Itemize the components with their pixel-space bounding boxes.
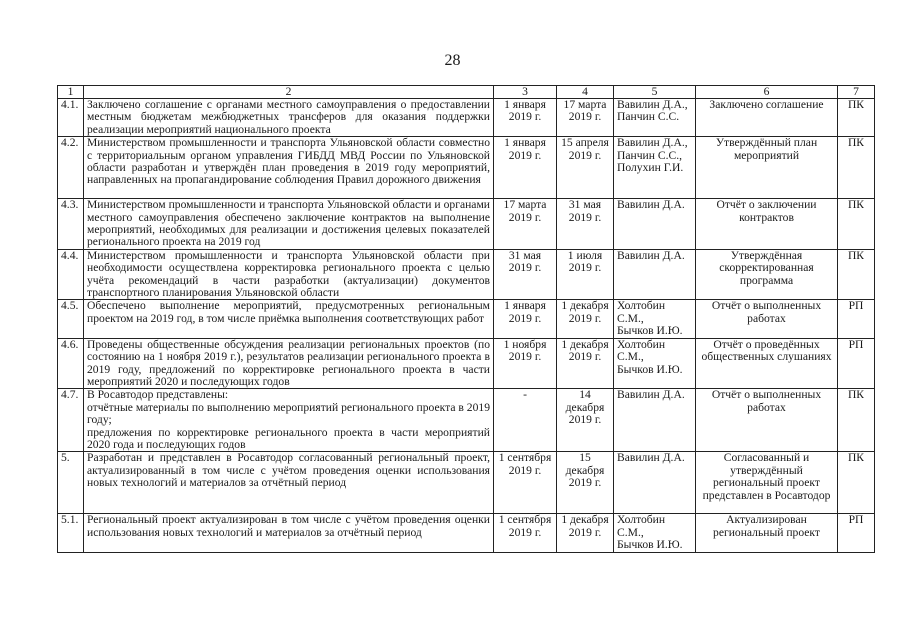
table-row: [58, 389, 875, 452]
row-number: 4.7.: [58, 389, 84, 452]
responsible-person: Бычков И.Ю.: [617, 538, 683, 552]
row-number: 4.1.: [58, 99, 84, 137]
row-description: [84, 514, 494, 552]
row-description: [84, 338, 494, 389]
result: Отчёт о выполненных работах: [696, 389, 838, 452]
responsible: [614, 452, 696, 514]
result: Отчёт о выполненных работах: [696, 300, 838, 338]
end-date: 1 июля 2019 г.: [557, 249, 614, 300]
start-date: 31 мая 2019 г.: [494, 249, 557, 300]
result: Утверждённый план мероприятий: [696, 137, 838, 199]
control-level: РП: [838, 300, 875, 338]
end-date: 1 декабря 2019 г.: [557, 300, 614, 338]
row-number: 4.4.: [58, 249, 84, 300]
end-date: 14 декабря 2019 г.: [557, 389, 614, 452]
responsible-person: Вавилин Д.А.,: [617, 136, 688, 150]
responsible-person: Холтобин С.М.,: [617, 299, 666, 325]
responsible-person: Вавилин Д.А.: [617, 451, 685, 465]
responsible-person: Панчин С.С.: [617, 110, 680, 124]
col-header-5: 5: [614, 86, 696, 99]
row-description: [84, 99, 494, 137]
result: Отчёт о заключении контрактов: [696, 199, 838, 250]
responsible: [614, 137, 696, 199]
control-level: ПК: [838, 452, 875, 514]
responsible-person: Холтобин С.М.,: [617, 513, 666, 539]
end-date: 1 декабря 2019 г.: [557, 514, 614, 552]
description-line: Министерством промышленности и транспорта Ульяновской области при необходимости осуществлена корректировка регионального проекта с целью учёта рекомендаций в части разработки (актуализации) документов транспортного планирования Ульяновской области: [87, 249, 490, 300]
table-row: [58, 249, 875, 300]
responsible-person: Бычков И.Ю.: [617, 324, 683, 338]
row-description: [84, 389, 494, 452]
col-header-2: 2: [84, 86, 494, 99]
control-level: ПК: [838, 249, 875, 300]
row-number: 4.5.: [58, 300, 84, 338]
start-date: 1 января 2019 г.: [494, 99, 557, 137]
row-description: [84, 249, 494, 300]
page-number: 28: [444, 52, 461, 69]
responsible-person: Полухин Г.И.: [617, 161, 684, 175]
table-row: [58, 338, 875, 389]
description-line: В Росавтодор представлены:: [87, 388, 229, 402]
end-date: 1 декабря 2019 г.: [557, 338, 614, 389]
start-date: 1 сентября 2019 г.: [494, 514, 557, 552]
row-number: 4.6.: [58, 338, 84, 389]
start-date: 1 января 2019 г.: [494, 137, 557, 199]
col-header-6: 6: [696, 86, 838, 99]
responsible: [614, 199, 696, 250]
table-row: [58, 514, 875, 552]
header-row: [58, 86, 875, 99]
col-header-4: 4: [557, 86, 614, 99]
start-date: 1 января 2019 г.: [494, 300, 557, 338]
description-line: Министерством промышленности и транспорта Ульяновской области совместно с территориальным органом управления ГИБДД МВД России по Ульяновской области разработан и утверждён план проведения в 2019 году мероприятий, направленных на пропагандирование соблюдения Правил дорожного движения: [87, 136, 490, 187]
control-level: РП: [838, 338, 875, 389]
responsible: [614, 99, 696, 137]
start-date: -: [494, 389, 557, 452]
row-number: 5.: [58, 452, 84, 514]
responsible-person: Вавилин Д.А.: [617, 388, 685, 402]
table-row: [58, 137, 875, 199]
description-line: Заключено соглашение с органами местного самоуправления о предоставлении местным бюджетам межбюджетных трансферов для оказания поддержки реализации мероприятий национального проекта: [87, 98, 490, 136]
responsible: [614, 389, 696, 452]
result: Заключено соглашение: [696, 99, 838, 137]
description-line: Разработан и представлен в Росавтодор согласованный региональный проект, актуализированный в том числе с учётом проведения оценки использования новых технологий и материалов за отчётный период: [87, 451, 490, 490]
description-line: Министерством промышленности и транспорта Ульяновской области и органами местного самоуправления обеспечено заключение контрактов на выполнение мероприятий, необходимых для реализации и достижения целевых показателей регионального проекта на 2019 год: [87, 198, 490, 249]
row-description: [84, 300, 494, 338]
control-level: ПК: [838, 199, 875, 250]
control-level: ПК: [838, 389, 875, 452]
table-row: [58, 199, 875, 250]
responsible-person: Панчин С.С.,: [617, 148, 683, 162]
result: Согласованный и утверждённый региональный проект представлен в Росавтодор: [696, 452, 838, 514]
row-description: [84, 199, 494, 250]
responsible-person: Вавилин Д.А.: [617, 198, 685, 212]
responsible-person: Холтобин С.М.,: [617, 338, 666, 364]
end-date: 15 апреля 2019 г.: [557, 137, 614, 199]
col-header-3: 3: [494, 86, 557, 99]
description-line: отчётные материалы по выполнению мероприятий регионального проекта в 2019 году;: [87, 400, 490, 427]
responsible: [614, 300, 696, 338]
start-date: 17 марта 2019 г.: [494, 199, 557, 250]
row-number: 4.2.: [58, 137, 84, 199]
table-row: [58, 99, 875, 137]
responsible-person: Вавилин Д.А.,: [617, 98, 688, 111]
row-number: 4.3.: [58, 199, 84, 250]
responsible: [614, 514, 696, 552]
start-date: 1 ноября 2019 г.: [494, 338, 557, 389]
end-date: 15 декабря 2019 г.: [557, 452, 614, 514]
plan-table: [57, 85, 875, 553]
control-level: ПК: [838, 99, 875, 137]
table-row: [58, 452, 875, 514]
control-level: ПК: [838, 137, 875, 199]
result: Отчёт о проведённых общественных слушаниях: [696, 338, 838, 389]
row-description: [84, 137, 494, 199]
description-line: Проведены общественные обсуждения реализации региональных проектов (по состоянию на 1 ноября 2019 г.), результатов реализации регионального проекта в 2019 году, предложений по корректировке регионального проекта в части мероприятий 2020 и последующих годов: [87, 338, 490, 388]
row-description: [84, 452, 494, 514]
description-line: Региональный проект актуализирован в том числе с учётом проведения оценки использования новых технологий и материалов за отчётный период: [87, 513, 490, 539]
responsible-person: Бычков И.Ю.: [617, 362, 683, 376]
table-row: [58, 300, 875, 338]
end-date: 31 мая 2019 г.: [557, 199, 614, 250]
responsible: [614, 338, 696, 389]
end-date: 17 марта 2019 г.: [557, 99, 614, 137]
result: Актуализирован региональный проект: [696, 514, 838, 552]
col-header-7: 7: [838, 86, 875, 99]
start-date: 1 сентября 2019 г.: [494, 452, 557, 514]
row-number: 5.1.: [58, 514, 84, 552]
description-line: Обеспечено выполнение мероприятий, предусмотренных региональным проектом на 2019 год, в том числе приёмка выполнения соответствующих работ: [87, 299, 490, 325]
result: Утверждённая скорректированная программа: [696, 249, 838, 300]
responsible-person: Вавилин Д.А.: [617, 249, 685, 262]
responsible: [614, 249, 696, 300]
description-line: предложения по корректировке регионального проекта в части мероприятий 2020 года и последующих годов: [87, 425, 490, 451]
col-header-1: 1: [58, 86, 84, 99]
control-level: РП: [838, 514, 875, 552]
